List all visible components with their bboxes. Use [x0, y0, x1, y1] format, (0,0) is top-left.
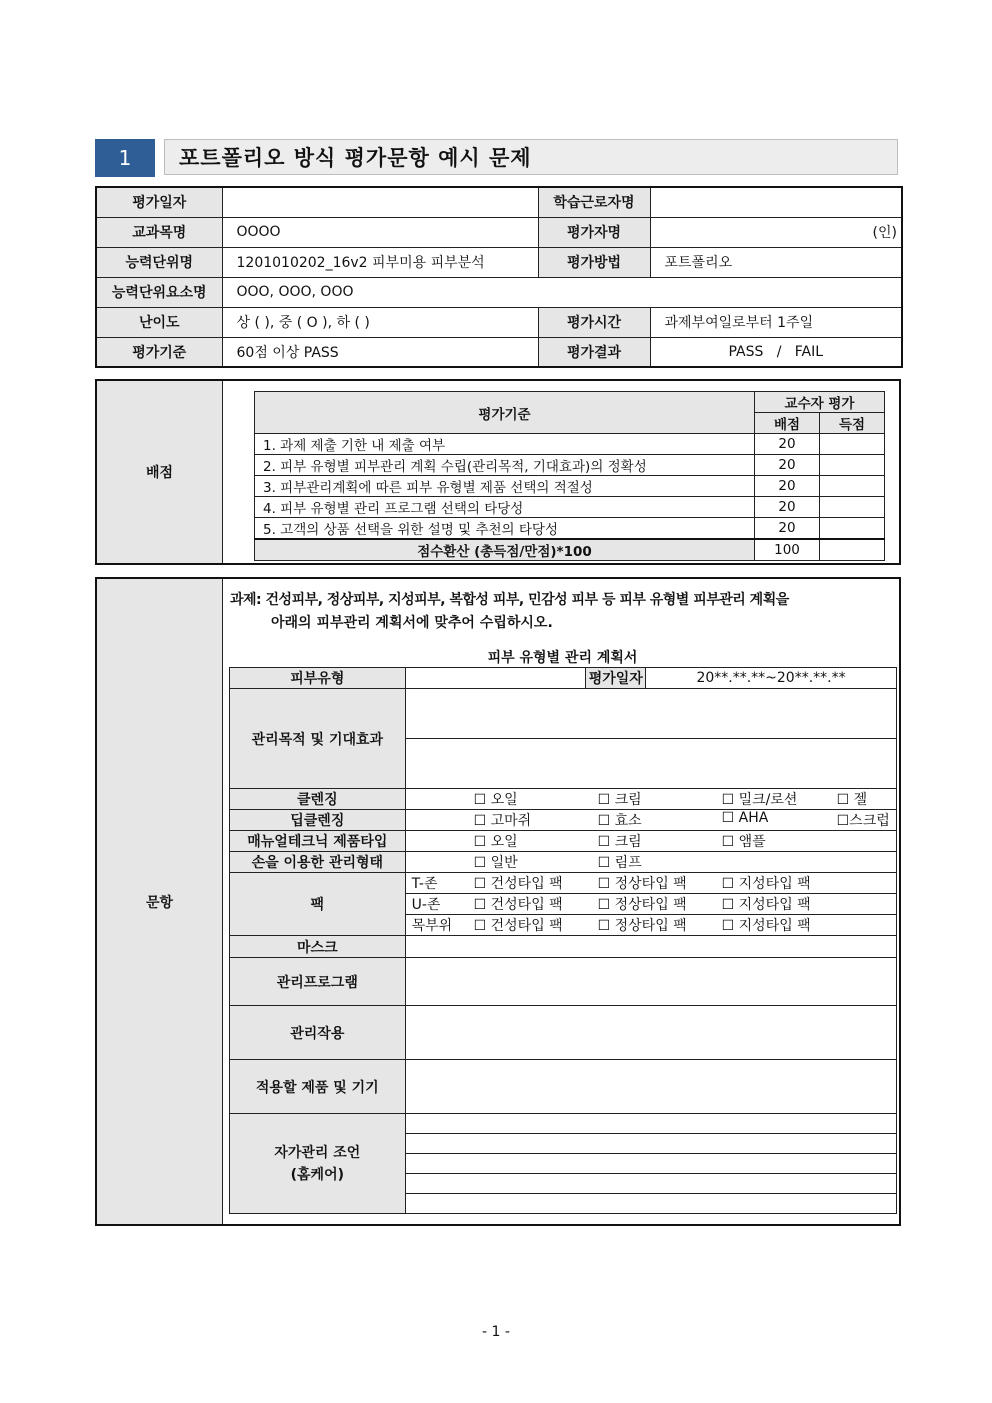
section-number-badge: 1 [95, 139, 155, 177]
homecare-label [230, 1114, 406, 1214]
deep-cleansing-label: 딥클렌징 [230, 810, 406, 831]
score-total-earned[interactable] [820, 539, 885, 561]
action-label: 관리작용 [230, 1006, 406, 1060]
score-row-text: 1. 과제 제출 기한 내 제출 여부 [255, 434, 755, 455]
criteria-value: 60점 이상 PASS [222, 337, 538, 367]
action-field[interactable] [405, 1006, 896, 1060]
task-line-1: 과제: 건성피부, 정상피부, 지성피부, 복합성 피부, 민감성 피부 등 피부 유형별 피부관리 계획을 [230, 592, 789, 608]
homecare-label-line1: 자가관리 조언 [274, 1144, 361, 1161]
purpose-field-1[interactable] [405, 689, 896, 739]
cleansing-options [405, 789, 896, 810]
score-row-earned[interactable] [820, 434, 885, 455]
score-header-earned: 득점 [820, 413, 885, 434]
checkbox-option[interactable]: ☐ 건성타입 팩 [473, 918, 563, 934]
checkbox-option[interactable]: ☐ 오일 [473, 792, 518, 808]
homecare-label-line2: (홈케어) [290, 1166, 344, 1183]
skin-type-value[interactable] [405, 668, 586, 689]
checkbox-option[interactable]: ☐ 지성타입 팩 [721, 897, 811, 913]
page-number: - 1 - [482, 1324, 510, 1340]
time-value: 과제부여일로부터 1주일 [650, 307, 902, 337]
cleansing-label: 클렌징 [230, 789, 406, 810]
score-total-label: 점수환산 (총득점/만점)*100 [255, 539, 755, 561]
eval-date-value [222, 187, 538, 217]
method-label: 평가방법 [538, 247, 650, 277]
score-row-points: 20 [755, 455, 820, 476]
checkbox-option[interactable]: ☐ 크림 [597, 792, 642, 808]
checkbox-option[interactable]: ☐ 일반 [473, 855, 518, 871]
checkbox-option[interactable]: ☐ 젤 [836, 792, 868, 808]
worker-value [650, 187, 902, 217]
purpose-field-2[interactable] [405, 739, 896, 789]
checkbox-option[interactable]: ☐ 건성타입 팩 [473, 897, 563, 913]
element-label: 능력단위요소명 [96, 277, 222, 307]
checkbox-option[interactable]: ☐ 효소 [597, 813, 642, 829]
task-line-2: 아래의 피부관리 계획서에 맞추어 수립하시오. [271, 615, 553, 631]
hand-care-options [405, 852, 896, 873]
plan-date-value: 20**.**.**~20**.**.** [646, 668, 897, 689]
score-table [254, 391, 885, 561]
mask-label: 마스크 [230, 936, 406, 958]
checkbox-option[interactable]: ☐ 정상타입 팩 [597, 897, 687, 913]
program-field[interactable] [405, 958, 896, 1006]
hand-care-label: 손을 이용한 관리형태 [230, 852, 406, 873]
score-row-earned[interactable] [820, 518, 885, 540]
pack-zone-label: T-존 [411, 876, 438, 892]
products-label: 적용할 제품 및 기기 [230, 1060, 406, 1114]
purpose-label: 관리목적 및 기대효과 [230, 689, 406, 789]
score-header-prof: 교수자 평가 [755, 392, 885, 413]
info-table [95, 186, 903, 368]
score-section [95, 379, 901, 565]
plan-date-label: 평가일자 [586, 668, 646, 689]
checkbox-option[interactable]: ☐스크럽 [836, 813, 890, 829]
question-section [95, 577, 901, 1226]
score-section-label: 배점 [97, 381, 223, 563]
checkbox-option[interactable]: ☐ 건성타입 팩 [473, 876, 563, 892]
score-row-earned[interactable] [820, 455, 885, 476]
course-value: OOOO [222, 217, 538, 247]
checkbox-option[interactable]: ☐ 앰플 [721, 834, 766, 850]
pack-row-t-zone [405, 873, 896, 894]
products-field[interactable] [405, 1060, 896, 1114]
plan-title: 피부 유형별 관리 계획서 [487, 650, 638, 666]
evaluator-label: 평가자명 [538, 217, 650, 247]
plan-table [229, 667, 897, 1214]
score-row-text: 5. 고객의 상품 선택을 위한 설명 및 추천의 타당성 [255, 518, 755, 540]
mask-field[interactable] [405, 936, 896, 958]
score-row-points: 20 [755, 434, 820, 455]
question-section-label: 문항 [97, 579, 223, 1224]
score-row-points: 20 [755, 497, 820, 518]
checkbox-option[interactable]: ☐ 지성타입 팩 [721, 918, 811, 934]
homecare-line[interactable] [405, 1134, 896, 1154]
manual-technique-label: 매뉴얼테크닉 제품타입 [230, 831, 406, 852]
score-header-points: 배점 [755, 413, 820, 434]
unit-label: 능력단위명 [96, 247, 222, 277]
checkbox-option[interactable]: ☐ 오일 [473, 834, 518, 850]
manual-technique-options [405, 831, 896, 852]
score-total-points: 100 [755, 539, 820, 561]
difficulty-value: 상 ( ), 중 ( O ), 하 ( ) [222, 307, 538, 337]
page-title: 포트폴리오 방식 평가문항 예시 문제 [164, 139, 898, 175]
evaluator-seal: (인) [650, 217, 902, 247]
checkbox-option[interactable]: ☐ 밀크/로션 [721, 792, 798, 808]
pack-row-neck [405, 915, 896, 936]
score-row-text: 2. 피부 유형별 피부관리 계획 수립(관리목적, 기대효과)의 정확성 [255, 455, 755, 476]
score-row-points: 20 [755, 476, 820, 497]
checkbox-option[interactable]: ☐ 정상타입 팩 [597, 876, 687, 892]
method-value: 포트폴리오 [650, 247, 902, 277]
deep-cleansing-options [405, 810, 896, 831]
element-value: OOO, OOO, OOO [222, 277, 902, 307]
pack-label: 팩 [230, 873, 406, 936]
checkbox-option[interactable]: ☐ 정상타입 팩 [597, 918, 687, 934]
score-row-points: 20 [755, 518, 820, 540]
homecare-line[interactable] [405, 1174, 896, 1194]
skin-type-label: 피부유형 [230, 668, 406, 689]
score-row-earned[interactable] [820, 476, 885, 497]
score-row-earned[interactable] [820, 497, 885, 518]
result-value: PASS / FAIL [650, 337, 902, 367]
score-row-text: 3. 피부관리계획에 따른 피부 유형별 제품 선택의 적절성 [255, 476, 755, 497]
score-row-text: 4. 피부 유형별 관리 프로그램 선택의 타당성 [255, 497, 755, 518]
course-label: 교과목명 [96, 217, 222, 247]
worker-label: 학습근로자명 [538, 187, 650, 217]
homecare-line[interactable] [405, 1194, 896, 1214]
checkbox-option[interactable]: ☐ 크림 [597, 834, 642, 850]
checkbox-option[interactable]: ☐ 림프 [597, 855, 642, 871]
eval-date-label: 평가일자 [96, 187, 222, 217]
unit-value: 1201010202_16v2 피부미용 피부분석 [222, 247, 538, 277]
checkbox-option[interactable]: ☐ AHA [721, 810, 769, 826]
criteria-label: 평가기준 [96, 337, 222, 367]
pack-row-u-zone [405, 894, 896, 915]
result-label: 평가결과 [538, 337, 650, 367]
checkbox-option[interactable]: ☐ 고마쥐 [473, 813, 532, 829]
pack-zone-label: U-존 [411, 897, 441, 913]
time-label: 평가시간 [538, 307, 650, 337]
homecare-line[interactable] [405, 1114, 896, 1134]
checkbox-option[interactable]: ☐ 지성타입 팩 [721, 876, 811, 892]
score-header-criteria: 평가기준 [255, 392, 755, 434]
pack-zone-label: 목부위 [411, 918, 453, 934]
difficulty-label: 난이도 [96, 307, 222, 337]
program-label: 관리프로그램 [230, 958, 406, 1006]
homecare-line[interactable] [405, 1154, 896, 1174]
